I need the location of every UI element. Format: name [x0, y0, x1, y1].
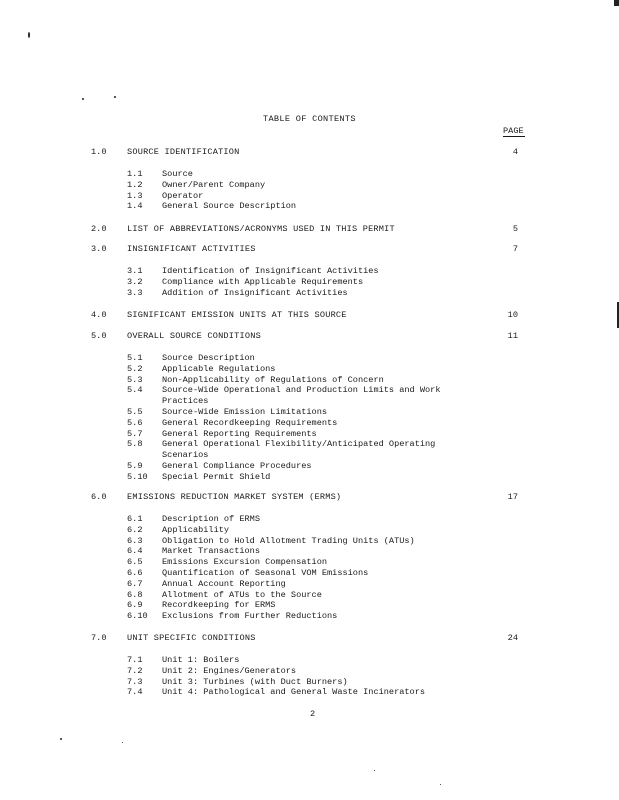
subsection-title: Practices — [162, 396, 209, 407]
subsection-title: Source — [162, 169, 193, 179]
subsection-number: 6.1 — [127, 514, 143, 524]
section-number: 7.0 — [91, 633, 107, 643]
section-number: 2.0 — [91, 224, 107, 234]
subsection-title: Applicability — [162, 524, 230, 535]
subsection-title: Addition of Insignificant Activities — [162, 287, 348, 298]
subsection-number: 1.1 — [127, 169, 143, 179]
subsection-number: 6.5 — [127, 557, 143, 568]
subsection-title: Source-Wide Emission Limitations — [162, 407, 328, 417]
section-title: SOURCE IDENTIFICATION — [127, 147, 240, 157]
subsection-number: 1.4 — [127, 201, 143, 212]
subsection-number: 6.9 — [127, 600, 143, 611]
section-title: INSIGNIFICANT ACTIVITIES — [127, 244, 256, 254]
section-page: 4 — [512, 147, 518, 157]
section-title: SIGNIFICANT EMISSION UNITS AT THIS SOURCE — [127, 310, 347, 320]
section-page: 17 — [507, 492, 518, 502]
subsection-number: 3.1 — [127, 266, 143, 276]
subsection-title: Unit 2: Engines/Generators — [162, 665, 297, 676]
subsection-title: Owner/Parent Company — [162, 179, 266, 190]
section-title: LIST OF ABBREVIATIONS/ACRONYMS USED IN THIS PERMIT — [127, 224, 395, 234]
section-number: 6.0 — [91, 492, 107, 502]
section-number: 5.0 — [91, 331, 107, 341]
subsection-title: Scenarios — [162, 450, 209, 461]
subsection-number: 5.1 — [127, 353, 143, 363]
subsection-number: 5.7 — [127, 428, 143, 439]
subsection-title: Operator — [162, 190, 204, 201]
subsection-number: 1.2 — [127, 179, 143, 190]
section-title: EMISSIONS REDUCTION MARKET SYSTEM (ERMS) — [127, 492, 342, 502]
footer-page-number: 2 — [310, 709, 316, 719]
section-number: 1.0 — [91, 147, 107, 157]
scan-speck — [82, 98, 84, 100]
scan-speck — [122, 742, 123, 743]
section-number: 3.0 — [91, 244, 107, 254]
subsection-number: 6.6 — [127, 568, 143, 578]
subsection-number: 5.2 — [127, 363, 143, 374]
subsection-title: Non-Applicability of Regulations of Concern — [162, 374, 384, 385]
subsection-number: 3.2 — [127, 276, 143, 287]
subsection-number: 7.1 — [127, 655, 143, 665]
section-page: 11 — [507, 331, 518, 341]
section-page: 5 — [512, 224, 518, 234]
subsection-number: 5.4 — [127, 385, 143, 396]
subsection-number: 5.3 — [127, 374, 143, 385]
subsection-number: 5.9 — [127, 461, 143, 471]
subsection-title: Unit 3: Turbines (with Duct Burners) — [162, 676, 348, 687]
scan-speck — [28, 32, 30, 38]
subsection-title: General Reporting Requirements — [162, 428, 317, 439]
subsection-title: Description of ERMS — [162, 514, 260, 524]
subsection-number: 7.2 — [127, 665, 143, 676]
subsection-title: General Operational Flexibility/Anticipated Operating — [162, 439, 436, 450]
subsection-title: Recordkeeping for ERMS — [162, 600, 276, 611]
subsection-number: 7.3 — [127, 676, 143, 687]
scan-speck — [440, 784, 441, 785]
subsection-number: 5.5 — [127, 407, 143, 417]
page-column-underline — [503, 136, 525, 137]
subsection-number: 6.4 — [127, 546, 143, 557]
subsection-title: Source-Wide Operational and Production Limits and Work — [162, 385, 441, 396]
subsection-number: 5.6 — [127, 417, 143, 428]
section-number: 4.0 — [91, 310, 107, 320]
subsection-number: 6.2 — [127, 524, 143, 535]
scan-edge-mark — [614, 0, 619, 6]
subsection-title: Allotment of ATUs to the Source — [162, 589, 322, 600]
section-page: 10 — [507, 310, 518, 320]
subsection-title: General Source Description — [162, 201, 297, 212]
subsection-title: Special Permit Shield — [162, 471, 271, 482]
section-page: 24 — [507, 633, 518, 643]
subsection-title: Market Transactions — [162, 546, 260, 557]
subsection-number: 6.10 — [127, 611, 148, 622]
subsection-title: Emissions Excursion Compensation — [162, 557, 328, 568]
subsection-number: 3.3 — [127, 287, 143, 298]
subsection-title: Obligation to Hold Allotment Trading Units (ATUs) — [162, 535, 415, 546]
subsection-number: 5.10 — [127, 471, 148, 482]
subsection-title: Source Description — [162, 353, 255, 363]
subsection-title: Annual Account Reporting — [162, 578, 286, 589]
subsection-title: Exclusions from Further Reductions — [162, 611, 338, 622]
page-column-header: PAGE — [503, 126, 524, 136]
subsection-number: 6.8 — [127, 589, 143, 600]
subsection-number: 6.7 — [127, 578, 143, 589]
subsection-title: Identification of Insignificant Activities — [162, 266, 379, 276]
subsection-number: 5.8 — [127, 439, 143, 450]
subsection-title: Unit 4: Pathological and General Waste Incinerators — [162, 687, 426, 698]
subsection-title: Quantification of Seasonal VOM Emissions — [162, 568, 369, 578]
section-title: OVERALL SOURCE CONDITIONS — [127, 331, 261, 341]
scan-speck — [114, 96, 116, 98]
scan-speck — [60, 738, 62, 740]
subsection-title: Unit 1: Boilers — [162, 655, 240, 665]
section-title: UNIT SPECIFIC CONDITIONS — [127, 633, 256, 643]
scan-speck — [374, 770, 375, 771]
subsection-number: 7.4 — [127, 687, 143, 698]
subsection-title: Compliance with Applicable Requirements — [162, 276, 364, 287]
subsection-number: 6.3 — [127, 535, 143, 546]
subsection-title: Applicable Regulations — [162, 363, 276, 374]
section-page: 7 — [512, 244, 518, 254]
subsection-title: General Recordkeeping Requirements — [162, 417, 338, 428]
subsection-title: General Compliance Procedures — [162, 461, 312, 471]
toc-title: TABLE OF CONTENTS — [263, 114, 356, 124]
subsection-number: 1.3 — [127, 190, 143, 201]
